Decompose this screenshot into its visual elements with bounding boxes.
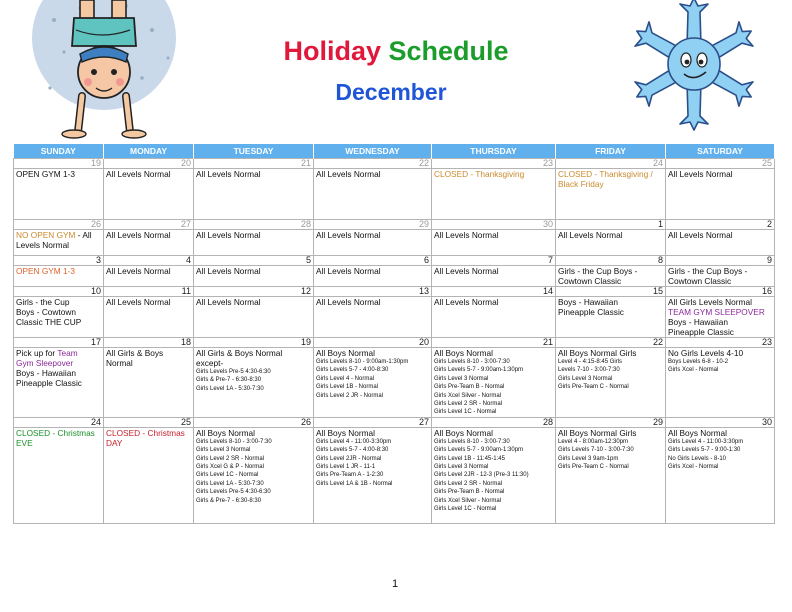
date-number: 21 xyxy=(194,159,314,169)
date-number-row xyxy=(14,256,775,266)
schedule-line: Girls Pre-Team B - Normal xyxy=(434,384,505,391)
day-cell xyxy=(432,266,556,287)
date-number: 28 xyxy=(432,417,556,427)
date-number: 20 xyxy=(104,159,194,169)
schedule-line: Girls Levels 5-7 - 9:00-1:30 xyxy=(668,447,741,454)
date-number: 26 xyxy=(194,417,314,427)
schedule-line: Girls Levels 8-10 - 3:00-7:30 xyxy=(196,438,272,445)
schedule-line: Girls Level 2JR - 12-3 (Pre-3 11:30) xyxy=(434,472,529,479)
schedule-text: Pick up for xyxy=(16,348,58,358)
schedule-line: Girls Level 1C - Normal xyxy=(196,472,259,479)
day-cell xyxy=(14,169,104,220)
schedule-line: Girls - the Cup Boys - xyxy=(558,266,638,276)
day-cell xyxy=(104,169,194,220)
date-number: 1 xyxy=(556,220,666,230)
date-number: 22 xyxy=(314,159,432,169)
schedule-line: Girls Level 4 - 11:00-3:30pm xyxy=(668,438,744,445)
date-number: 25 xyxy=(104,417,194,427)
schedule-line: All Levels Normal xyxy=(558,230,623,240)
date-number: 11 xyxy=(104,287,194,297)
schedule-line: EVE xyxy=(16,437,33,448)
schedule-line: Girls Level 1B - Normal xyxy=(316,384,379,391)
schedule-line: DAY xyxy=(106,437,123,448)
schedule-line xyxy=(16,348,101,358)
schedule-line: Girls Levels Pre-5 4:30-6:30 xyxy=(196,369,271,375)
schedule-line: Girls - the Cup Boys - xyxy=(668,266,748,276)
schedule-line: All Levels Normal xyxy=(196,297,261,307)
schedule-line: All Boys Normal xyxy=(668,427,728,438)
schedule-line: All Levels Normal xyxy=(106,169,171,179)
schedule-line: Girls - the Cup xyxy=(16,297,70,307)
weekday-header: THURSDAY xyxy=(432,144,556,159)
day-content-row xyxy=(14,297,775,338)
day-content-row xyxy=(14,230,775,256)
weekday-header: WEDNESDAY xyxy=(314,144,432,159)
page-title xyxy=(0,36,792,67)
day-cell xyxy=(666,230,775,256)
day-cell xyxy=(314,169,432,220)
month-heading: December xyxy=(335,79,447,105)
date-number: 4 xyxy=(104,256,194,266)
schedule-line: All Levels Normal xyxy=(316,266,381,276)
day-cell xyxy=(666,427,775,523)
day-cell xyxy=(432,427,556,523)
schedule-line: All Levels Normal xyxy=(106,297,171,307)
schedule-line: Boys - Hawaiian xyxy=(558,297,618,307)
date-number: 17 xyxy=(14,338,104,348)
day-cell xyxy=(194,297,314,338)
schedule-line: Girls & Pre-7 - 6:30-8:30 xyxy=(196,497,262,504)
date-number-row xyxy=(14,287,775,297)
schedule-line: No Girls Levels - 8-10 xyxy=(668,455,727,462)
date-number: 19 xyxy=(14,159,104,169)
weekday-header: SATURDAY xyxy=(666,144,775,159)
schedule-line: All Levels Normal xyxy=(316,297,381,307)
day-cell xyxy=(104,230,194,256)
day-cell xyxy=(194,427,314,523)
page-number: 1 xyxy=(391,578,399,590)
schedule-line: Girls Xcel Silver - Normal xyxy=(434,392,502,399)
schedule-line: Boys Levels 6-8 - 10-2 xyxy=(668,359,729,365)
schedule-line: Girls Level 2 JR - Normal xyxy=(316,392,384,399)
boy-clipart xyxy=(22,0,180,140)
day-cell xyxy=(666,297,775,338)
date-number-row xyxy=(14,220,775,230)
date-number: 28 xyxy=(194,220,314,230)
day-cell xyxy=(194,266,314,287)
schedule-line: Girls Levels 5-7 - 9:00am-1:30pm xyxy=(434,447,524,454)
schedule-line: OPEN GYM 1-3 xyxy=(16,266,76,276)
schedule-line: All Levels Normal xyxy=(668,230,733,240)
schedule-line: Girls Level 2 SR - Normal xyxy=(196,455,265,462)
date-number: 22 xyxy=(556,338,666,348)
schedule-line: All Levels Normal xyxy=(668,169,733,179)
day-cell xyxy=(666,169,775,220)
schedule-line: Girls Xcel - Normal xyxy=(668,464,719,471)
day-cell xyxy=(314,266,432,287)
day-cell xyxy=(666,348,775,418)
schedule-line: Girls Pre-Team B - Normal xyxy=(434,489,505,496)
schedule-text: - All xyxy=(75,230,92,240)
schedule-line: Girls Level 3 9am-1pm xyxy=(558,455,619,462)
schedule-line: Girls Xcel Silver - Normal xyxy=(434,497,502,504)
date-number: 26 xyxy=(14,220,104,230)
schedule-line: Cowtown Classic xyxy=(668,276,732,286)
schedule-line: All Boys Normal xyxy=(196,427,256,438)
schedule-line: All Levels Normal xyxy=(196,169,261,179)
schedule-line: Girls Levels 7-10 - 3:00-7:30 xyxy=(558,447,634,454)
schedule-line: Girls Pre-Team A - 1-2:30 xyxy=(316,472,384,479)
schedule-line: All Levels Normal xyxy=(196,230,261,240)
schedule-line: Girls & Pre-7 - 6:30-8:30 xyxy=(196,377,262,384)
date-number: 27 xyxy=(314,417,432,427)
schedule-line: Girls Level 4 - Normal xyxy=(316,375,375,382)
schedule-line: Girls Levels 5-7 - 4:00-8:30 xyxy=(316,447,389,454)
schedule-line: All Boys Normal Girls xyxy=(558,348,637,358)
schedule-line: All Levels Normal xyxy=(434,230,499,240)
schedule-line: All Boys Normal Girls xyxy=(558,427,637,438)
day-cell xyxy=(14,427,104,523)
snowflake-clipart xyxy=(620,0,772,136)
calendar-grid xyxy=(13,144,775,524)
day-cell xyxy=(314,230,432,256)
schedule-line: Pineapple Classic xyxy=(16,378,82,388)
day-content-row xyxy=(14,348,775,418)
date-number: 18 xyxy=(104,338,194,348)
date-number: 16 xyxy=(666,287,775,297)
schedule-line: Girls Pre-Team C - Normal xyxy=(558,464,629,471)
schedule-text: NO OPEN GYM xyxy=(16,230,76,240)
day-cell xyxy=(666,266,775,287)
schedule-line: Girls Levels Pre-5 4:30-6:30 xyxy=(196,489,271,496)
date-number-row xyxy=(14,338,775,348)
day-cell xyxy=(104,427,194,523)
schedule-line: All Boys Normal xyxy=(434,427,494,438)
schedule-line: Cowtown Classic xyxy=(558,276,622,286)
date-number: 29 xyxy=(556,417,666,427)
schedule-line: Level 4 - 8:00am-12:30pm xyxy=(558,438,629,445)
day-cell xyxy=(14,297,104,338)
day-cell xyxy=(194,169,314,220)
schedule-line: TEAM GYM SLEEPOVER xyxy=(668,307,765,317)
day-cell xyxy=(432,297,556,338)
date-number: 21 xyxy=(432,338,556,348)
date-number: 23 xyxy=(666,338,775,348)
date-number: 30 xyxy=(666,417,775,427)
schedule-line: Girls Level 3 Normal xyxy=(196,447,251,454)
schedule-line: Boys - Hawaiian xyxy=(668,317,728,327)
schedule-line: Girls Pre-Team C - Normal xyxy=(558,384,629,391)
weekday-header: TUESDAY xyxy=(194,144,314,159)
date-number: 10 xyxy=(14,287,104,297)
date-number: 6 xyxy=(314,256,432,266)
day-cell xyxy=(314,427,432,523)
weekday-header: MONDAY xyxy=(104,144,194,159)
schedule-line: Girls Xcel - Normal xyxy=(668,367,719,374)
schedule-line: CLOSED - Christmas xyxy=(16,427,95,438)
schedule-line: Pineapple Classic xyxy=(558,307,624,317)
day-cell xyxy=(432,169,556,220)
weekday-header: SUNDAY xyxy=(14,144,104,159)
date-number: 14 xyxy=(432,287,556,297)
schedule-line: All Levels Normal xyxy=(106,230,171,240)
schedule-line: All Girls & Boys Normal xyxy=(196,348,283,358)
schedule-line: Girls Level 1C - Normal xyxy=(434,506,497,513)
date-number: 19 xyxy=(194,338,314,348)
title-word-holiday: Holiday xyxy=(283,36,381,66)
day-content-row xyxy=(14,266,775,287)
schedule-line: CLOSED - Thanksgiving / xyxy=(558,169,653,179)
schedule-line: CLOSED - Christmas xyxy=(106,427,185,438)
date-number: 3 xyxy=(14,256,104,266)
date-number: 7 xyxy=(432,256,556,266)
schedule-line: All Levels Normal xyxy=(434,297,499,307)
date-number: 2 xyxy=(666,220,775,230)
day-cell xyxy=(194,230,314,256)
day-cell xyxy=(104,266,194,287)
schedule-line: All Levels Normal xyxy=(196,266,261,276)
schedule-line: All Levels Normal xyxy=(106,266,171,276)
schedule-line: Levels 7-10 - 3:00-7:30 xyxy=(558,367,620,374)
schedule-line: OPEN GYM 1-3 xyxy=(16,169,76,179)
schedule-line: Girls Level 1A - 5:30-7:30 xyxy=(196,480,264,487)
day-cell xyxy=(432,230,556,256)
schedule-line: All Boys Normal xyxy=(434,348,494,358)
schedule-line: Girls Levels 5-7 - 4:00-8:30 xyxy=(316,367,389,374)
day-cell xyxy=(14,266,104,287)
day-cell xyxy=(194,348,314,418)
day-content-row xyxy=(14,427,775,523)
schedule-line: Boys - Hawaiian xyxy=(16,368,76,378)
day-cell xyxy=(432,348,556,418)
schedule-line: Girls Level 4 - 11:00-3:30pm xyxy=(316,438,392,445)
schedule-line: Girls Level 2JR - Normal xyxy=(316,455,382,462)
day-cell xyxy=(314,297,432,338)
schedule-line: All Boys Normal xyxy=(316,427,376,438)
date-number: 27 xyxy=(104,220,194,230)
schedule-line: Black Friday xyxy=(558,179,604,189)
schedule-line: Girls Xcel G & P - Normal xyxy=(196,464,264,471)
date-number: 23 xyxy=(432,159,556,169)
date-number: 13 xyxy=(314,287,432,297)
schedule-line: Girls Level 2 SR - Normal xyxy=(434,480,503,487)
schedule-line: except- xyxy=(196,358,224,368)
day-cell xyxy=(314,348,432,418)
date-number: 5 xyxy=(194,256,314,266)
schedule-line: Girls Level 1 JR - 11-1 xyxy=(316,464,376,471)
day-cell xyxy=(556,348,666,418)
schedule-line: Girls Level 1C - Normal xyxy=(434,409,497,416)
date-number: 24 xyxy=(556,159,666,169)
schedule-line: All Boys Normal xyxy=(316,348,376,358)
schedule-line: Classic THE CUP xyxy=(16,317,82,327)
schedule-text: Team xyxy=(57,348,78,358)
schedule-line: All Girls Levels Normal xyxy=(668,297,752,307)
schedule-line: Girls Level 1A - 5:30-7:30 xyxy=(196,385,264,392)
schedule-line: No Girls Levels 4-10 xyxy=(668,348,744,358)
day-cell xyxy=(104,348,194,418)
day-cell xyxy=(104,297,194,338)
schedule-line: Girls Levels 8-10 - 9:00am-1:30pm xyxy=(316,359,409,365)
schedule-line: Girls Level 3 Normal xyxy=(434,375,489,382)
schedule-line: Girls Level 3 Normal xyxy=(558,375,613,382)
schedule-line xyxy=(16,230,101,240)
date-number: 29 xyxy=(314,220,432,230)
day-cell xyxy=(556,427,666,523)
day-cell xyxy=(556,169,666,220)
day-content-row xyxy=(14,169,775,220)
schedule-line: Level 4 - 4:15-8:45 Girls xyxy=(558,359,623,365)
schedule-line: Levels Normal xyxy=(16,240,70,250)
day-cell xyxy=(556,297,666,338)
date-number: 9 xyxy=(666,256,775,266)
day-cell xyxy=(556,266,666,287)
date-number-row xyxy=(14,417,775,427)
schedule-line: All Levels Normal xyxy=(434,266,499,276)
weekday-header-row xyxy=(14,144,775,159)
date-number: 30 xyxy=(432,220,556,230)
schedule-line: Girls Level 2 SR - Normal xyxy=(434,401,503,408)
schedule-line: All Levels Normal xyxy=(316,230,381,240)
schedule-line: Normal xyxy=(106,358,133,368)
schedule-line: Boys - Cowtown xyxy=(16,307,76,317)
schedule-line: Girls Level 1A & 1B - Normal xyxy=(316,480,393,487)
schedule-line: Pineapple Classic xyxy=(668,327,734,337)
schedule-line: Girls Level 1B - 11:45-1:45 xyxy=(434,455,505,462)
date-number: 12 xyxy=(194,287,314,297)
date-number: 8 xyxy=(556,256,666,266)
date-number: 25 xyxy=(666,159,775,169)
date-number: 20 xyxy=(314,338,432,348)
schedule-line: Girls Level 3 Normal xyxy=(434,464,489,471)
schedule-line: CLOSED - Thanksgiving xyxy=(434,169,525,179)
schedule-line: Girls Levels 5-7 - 9:00am-1:30pm xyxy=(434,367,524,374)
day-cell xyxy=(14,230,104,256)
schedule-line: All Girls & Boys xyxy=(106,348,164,358)
date-number: 24 xyxy=(14,417,104,427)
title-word-schedule: Schedule xyxy=(388,36,509,66)
weekday-header: FRIDAY xyxy=(556,144,666,159)
date-number: 15 xyxy=(556,287,666,297)
day-cell xyxy=(556,230,666,256)
schedule-line: Girls Levels 8-10 - 3:00-7:30 xyxy=(434,359,510,365)
day-cell xyxy=(14,348,104,418)
schedule-line: Girls Levels 8-10 - 3:00-7:30 xyxy=(434,438,510,445)
schedule-line: All Levels Normal xyxy=(316,169,381,179)
schedule-line: Gym Sleepover xyxy=(16,358,74,368)
date-number-row xyxy=(14,159,775,169)
